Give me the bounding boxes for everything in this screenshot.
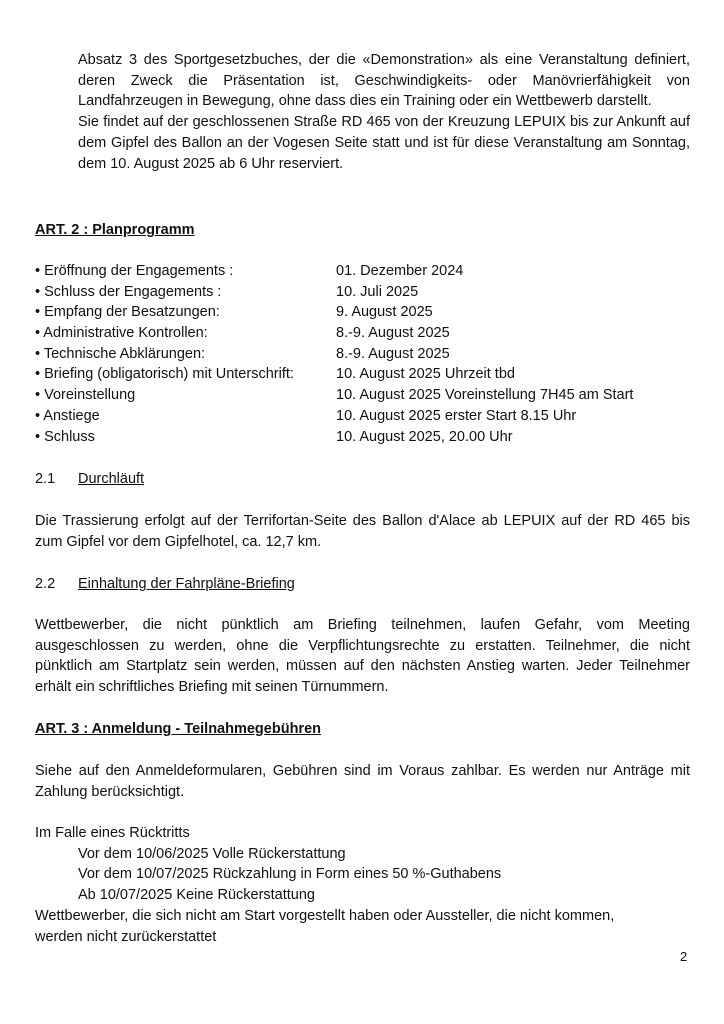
schedule-row: [35, 427, 695, 448]
section-2-1-text: Die Trassierung erfolgt auf der Terrifortan-Seite des Ballon d'Alace ab LEPUIX auf der RD 465 bis zum Gipfel vor dem Gipfelhotel, ca. 12,7 km.: [35, 513, 690, 550]
refund-rule: Ab 10/07/2025 Keine Rückerstattung: [78, 887, 315, 904]
schedule-value: 10. Juli 2025: [336, 283, 419, 300]
schedule-label: • Briefing (obligatorisch) mit Unterschrift:: [35, 366, 294, 383]
schedule-value: 01. Dezember 2024: [336, 263, 464, 279]
page-number: 2: [680, 949, 688, 964]
schedule-value: 8.-9. August 2025: [336, 325, 450, 342]
schedule-row: [35, 406, 695, 427]
section-2-1-heading: [35, 469, 144, 490]
art3-text: Siehe auf den Anmeldeformularen, Gebühren sind im Voraus zahlbar. Es werden nur Anträge mit Zahlung berücksichtigt.: [35, 763, 690, 800]
section-2-2-text: Wettbewerber, die nicht pünktlich am Briefing teilnehmen, laufen Gefahr, vom Meeting ausgeschlossen zu werden, ohne die Verpflichtungsrechte zu erstatten. Teilnehmer, die nicht pünktlich am Startplatz sein werden, müssen auf den nächsten Anstieg warten. Jeder Teilnehmer erhält ein schriftliches Briefing mit seinen Türnummern.: [35, 617, 690, 696]
schedule-value: 10. August 2025 Uhrzeit tbd: [336, 366, 515, 383]
closing-line-1: Wettbewerber, die sich nicht am Start vorgestellt haben oder Aussteller, die nicht kommen,: [35, 907, 615, 924]
schedule-row: [35, 261, 695, 282]
refund-rule: Vor dem 10/06/2025 Volle Rückerstattung: [78, 845, 346, 862]
schedule-row: [35, 282, 695, 303]
schedule-label: • Empfang der Besatzungen:: [35, 304, 220, 321]
schedule-value: 9. August 2025: [336, 304, 433, 321]
schedule-row: [35, 344, 695, 365]
schedule-row: [35, 302, 695, 323]
schedule-label: • Schluss: [35, 428, 95, 445]
schedule-list: [35, 261, 695, 447]
schedule-value: 10. August 2025 erster Start 8.15 Uhr: [336, 407, 577, 424]
art3-heading: ART. 3 : Anmeldung - Teilnahmegebühren: [35, 721, 321, 737]
section-number: 2.2: [35, 576, 56, 592]
section-number: 2.1: [35, 471, 56, 487]
section-2-2-heading: [35, 574, 295, 595]
section-title: Einhaltung der Fahrpläne-Briefing: [78, 576, 295, 592]
art2-heading: ART. 2 : Planprogramm: [35, 222, 195, 238]
schedule-value: 10. August 2025 Voreinstellung 7H45 am Start: [336, 387, 634, 404]
schedule-label: • Eröffnung der Engagements :: [35, 263, 234, 279]
schedule-row: [35, 323, 695, 344]
schedule-label: • Schluss der Engagements :: [35, 283, 222, 300]
schedule-value: 10. August 2025, 20.00 Uhr: [336, 428, 513, 445]
refund-rule: Vor dem 10/07/2025 Rückzahlung in Form eines 50 %-Guthabens: [78, 866, 502, 883]
schedule-label: • Voreinstellung: [35, 387, 136, 404]
intro-paragraph-1: Absatz 3 des Sportgesetzbuches, der die «Demonstration» als eine Veranstaltung definiert, deren Zweck die Präsentation ist, Geschwindigkeits- oder Manövrierfähigkeit von Landfahrzeugen in Bewegung, ohne dass dies ein Training oder ein Wettbewerb darstellt.: [78, 52, 690, 110]
schedule-label: • Anstiege: [35, 407, 100, 424]
intro-section: [78, 50, 690, 174]
schedule-value: 8.-9. August 2025: [336, 345, 450, 362]
schedule-label: • Technische Abklärungen:: [35, 345, 206, 362]
schedule-row: [35, 385, 695, 406]
closing-line-2: werden nicht zurückerstattet: [35, 928, 217, 945]
withdrawal-intro: Im Falle eines Rücktritts: [35, 825, 190, 841]
withdrawal-section: [35, 823, 695, 947]
intro-paragraph-2: Sie findet auf der geschlossenen Straße RD 465 von der Kreuzung LEPUIX bis zur Ankunft auf dem Gipfel des Ballon an der Vogesen Seite statt und ist für diese Veranstaltung am Sonntag, dem 10. August 2025 ab 6 Uhr reserviert.: [78, 114, 690, 172]
schedule-row: [35, 364, 695, 385]
schedule-label: • Administrative Kontrollen:: [35, 325, 208, 342]
section-title: Durchläuft: [78, 471, 145, 487]
